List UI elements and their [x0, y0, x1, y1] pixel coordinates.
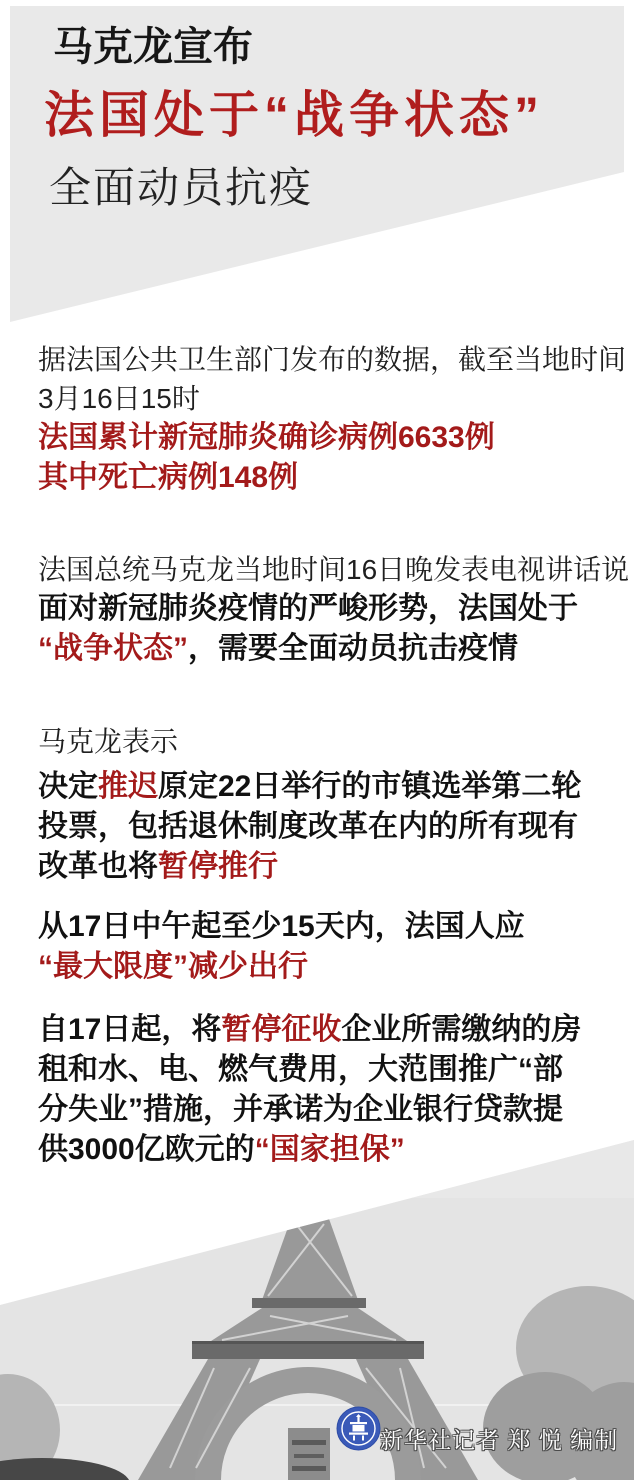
text-segment: 面对新冠肺炎疫情的严峻形势，法国处于: [38, 592, 578, 625]
text-segment: “最大限度”减少出行: [38, 950, 308, 983]
text-line: [38, 340, 626, 379]
text-segment: 暂停征收: [221, 1013, 342, 1046]
headline-line3: 全面动员抗疫: [49, 164, 314, 211]
headline-line2: 法国处于“战争状态”: [44, 87, 544, 143]
text-segment: 自17日起，将: [38, 1013, 222, 1046]
text-line: [38, 947, 525, 987]
text-segment: 3月16日15时: [38, 383, 200, 414]
text-segment: 改革也将: [38, 850, 158, 883]
section-statistics: [38, 340, 626, 498]
text-segment: 推迟: [98, 770, 158, 803]
text-segment: 企业所需缴纳的房: [341, 1013, 582, 1046]
section-travel: [38, 907, 525, 987]
text-segment: 暂停推行: [158, 850, 278, 883]
text-line: [38, 458, 626, 498]
text-line: [38, 589, 629, 629]
text-line: [38, 907, 525, 947]
text-line: [38, 722, 581, 761]
text-line: [38, 1090, 581, 1130]
text-line: [38, 807, 581, 847]
text-segment: “战争状态”: [38, 632, 188, 665]
xinhua-logo-icon: [336, 1406, 381, 1451]
text-segment: 供3000亿欧元的: [38, 1133, 255, 1166]
text-segment: 据法国公共卫生部门发布的数据，截至当地时间: [38, 344, 627, 375]
text-line: [38, 1050, 581, 1090]
text-segment: 法国总统马克龙当地时间16日晚发表电视讲话说: [38, 554, 630, 585]
section-elections: [38, 722, 581, 887]
section-economy: [38, 1010, 581, 1170]
text-segment: 从17日中午起至少15天内，法国人应: [38, 910, 525, 943]
text-segment: 决定: [38, 770, 98, 803]
text-line: [38, 1010, 581, 1050]
text-segment: 投票，包括退休制度改革在内的所有现有: [38, 810, 578, 843]
credit-line: 新华社记者 郑 悦 编制: [380, 1427, 619, 1453]
headline-line1: 马克龙宣布: [53, 25, 253, 69]
text-segment: ，需要全面动员抗击疫情: [188, 632, 518, 665]
text-line: [38, 550, 629, 589]
section-speech: [38, 550, 629, 669]
text-line: [38, 847, 581, 887]
text-segment: 原定22日举行的市镇选举第二轮: [158, 770, 582, 803]
text-segment: 分失业”措施，并承诺为企业银行贷款提: [38, 1093, 563, 1126]
text-segment: 其中死亡病例148例: [38, 461, 299, 494]
text-line: [38, 629, 629, 669]
text-line: [38, 1130, 581, 1170]
text-line: [38, 767, 581, 807]
text-segment: 马克龙表示: [38, 726, 179, 757]
text-segment: 法国累计新冠肺炎确诊病例6633例: [38, 421, 495, 454]
text-segment: 租和水、电、燃气费用，大范围推广“部: [38, 1053, 563, 1086]
text-line: [38, 418, 626, 458]
text-line: [38, 379, 626, 418]
text-segment: “国家担保”: [254, 1133, 405, 1166]
